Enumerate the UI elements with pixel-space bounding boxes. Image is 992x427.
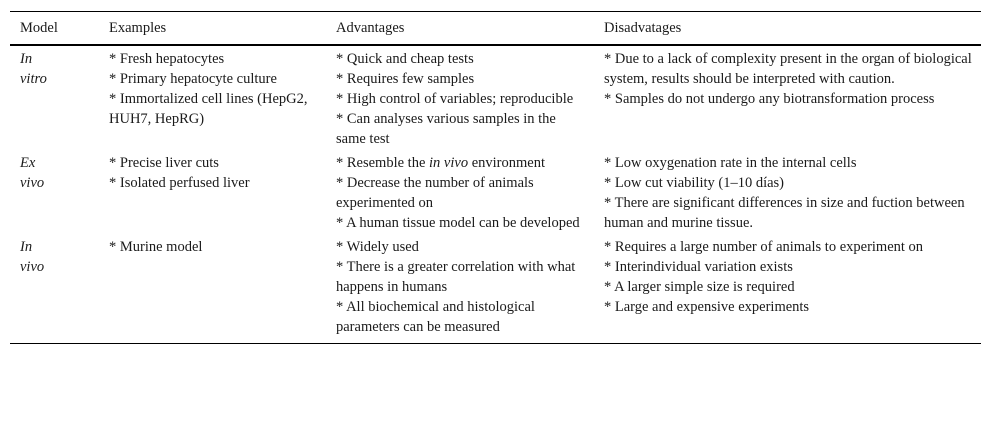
model-cell bbox=[10, 45, 99, 151]
model-name-line: vitro bbox=[20, 71, 47, 87]
advantage-item: * All biochemical and histological parameters can be measured bbox=[336, 299, 535, 335]
example-item: * Isolated perfused liver bbox=[109, 175, 250, 191]
model-cell bbox=[10, 235, 99, 344]
advantage-item: * Requires few samples bbox=[336, 71, 475, 87]
disadvantages-cell bbox=[594, 45, 981, 151]
table-header bbox=[10, 12, 981, 46]
model-name-line: vivo bbox=[20, 175, 45, 191]
examples-cell bbox=[99, 151, 326, 235]
disadvantage-item: * Interindividual variation exists bbox=[604, 259, 793, 275]
disadvantage-item: * Samples do not undergo any biotransformation process bbox=[604, 91, 935, 107]
disadvantage-item: * Low cut viability (1–10 días) bbox=[604, 175, 785, 191]
advantage-italic-text: in vivo bbox=[429, 155, 469, 171]
header-advantages: Advantages bbox=[336, 20, 405, 36]
example-item: * Precise liver cuts bbox=[109, 155, 219, 171]
examples-cell bbox=[99, 235, 326, 344]
header-examples: Examples bbox=[109, 20, 167, 36]
disadvantage-item: * A larger simple size is required bbox=[604, 279, 795, 295]
advantage-item: * High control of variables; reproducible bbox=[336, 91, 574, 107]
model-name-line: In bbox=[20, 51, 33, 67]
advantages-cell bbox=[326, 151, 594, 235]
disadvantage-item: * Low oxygenation rate in the internal cells bbox=[604, 155, 857, 171]
example-item: * Primary hepatocyte culture bbox=[109, 71, 277, 87]
disadvantage-item: * Due to a lack of complexity present in the organ of biological system, results should be interpreted with caution. bbox=[604, 51, 972, 87]
disadvantages-cell bbox=[594, 235, 981, 344]
advantage-item: * A human tissue model can be developed bbox=[336, 215, 580, 231]
advantages-cell bbox=[326, 45, 594, 151]
table-body bbox=[10, 45, 981, 344]
advantage-item: * Quick and cheap tests bbox=[336, 51, 474, 67]
model-name-line: In bbox=[20, 239, 33, 255]
header-model: Model bbox=[20, 20, 58, 36]
advantage-item: * There is a greater correlation with what happens in humans bbox=[336, 259, 576, 295]
advantages-cell bbox=[326, 235, 594, 344]
advantage-text: environment bbox=[468, 155, 546, 171]
advantage-item: * Can analyses various samples in the same test bbox=[336, 111, 556, 147]
examples-cell bbox=[99, 45, 326, 151]
header-disadvantages: Disadvatages bbox=[604, 20, 682, 36]
disadvantage-item: * Requires a large number of animals to experiment on bbox=[604, 239, 924, 255]
advantage-text: * Resemble the bbox=[336, 155, 430, 171]
example-item: * Murine model bbox=[109, 239, 203, 255]
disadvantage-item: * Large and expensive experiments bbox=[604, 299, 810, 315]
table-row-in-vitro bbox=[10, 45, 981, 151]
header-row bbox=[10, 12, 981, 46]
model-name-line: Ex bbox=[20, 155, 36, 171]
table-row-in-vivo bbox=[10, 235, 981, 344]
disadvantages-cell bbox=[594, 151, 981, 235]
liver-models-table bbox=[10, 11, 981, 344]
advantage-item: * Decrease the number of animals experimented on bbox=[336, 175, 534, 211]
model-name-line: vivo bbox=[20, 259, 45, 275]
advantage-item bbox=[336, 153, 588, 173]
advantage-item: * Widely used bbox=[336, 239, 419, 255]
example-item: * Immortalized cell lines (HepG2, HUH7, HepRG) bbox=[109, 91, 308, 127]
example-item: * Fresh hepatocytes bbox=[109, 51, 225, 67]
model-cell bbox=[10, 151, 99, 235]
disadvantage-item: * There are significant differences in size and fuction between human and murine tissue. bbox=[604, 195, 965, 231]
table-row-ex-vivo bbox=[10, 151, 981, 235]
